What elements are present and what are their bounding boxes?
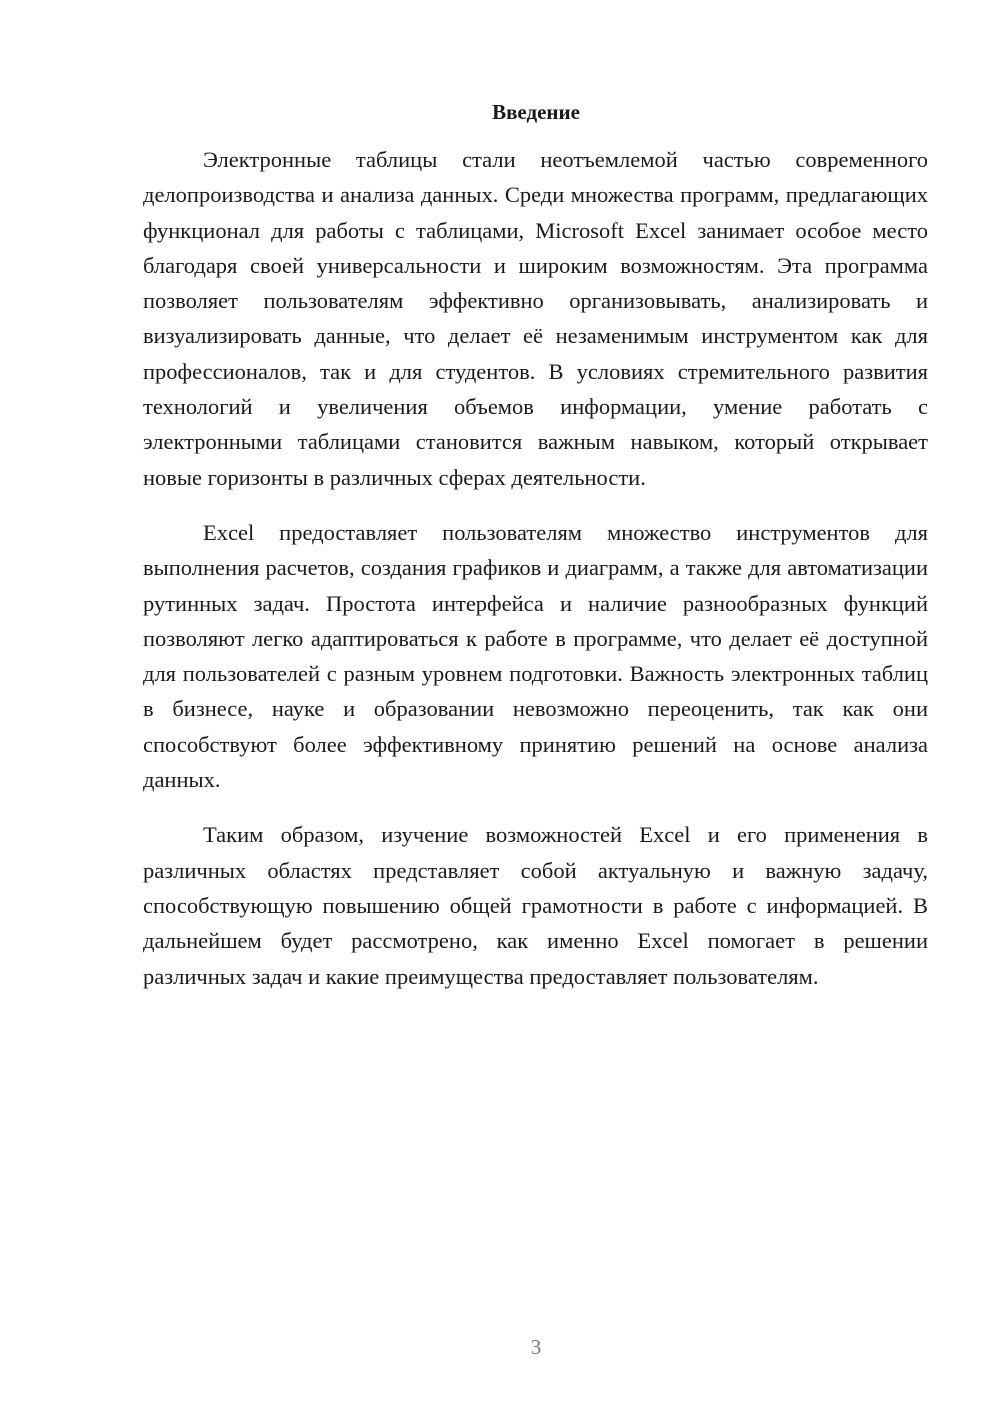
section-heading: Введение bbox=[492, 100, 580, 124]
body-text bbox=[143, 142, 928, 1014]
paragraph-3: Таким образом, изучение возможностей Excel и его применения в различных областях представляет собой актуальную и важную задачу, способствующую повышению общей грамотности в работе с информацией. В дальнейшем будет рассмотрено, как именно Excel помогает в решении различных задач и какие преимущества предоставляет пользователям. bbox=[143, 822, 928, 989]
paragraph-1: Электронные таблицы стали неотъемлемой частью современного делопроизводства и анализа данных. Среди множества программ, предлагающих функционал для работы с таблицами, Microsoft Excel занимает особое место благодаря своей универсальности и широким возможностям. Эта программа позволяет пользователям эффективно организовывать, анализировать и визуализировать данные, что делает её незаменимым инструментом как для профессионалов, так и для студентов. В условиях стремительного развития технологий и увеличения объемов информации, умение работать с электронными таблицами становится важным навыком, который открывает новые горизонты в различных сферах деятельности. bbox=[143, 147, 928, 490]
paragraph-2: Excel предоставляет пользователям множество инструментов для выполнения расчетов, создания графиков и диаграмм, а также для автоматизации рутинных задач. Простота интерфейса и наличие разнообразных функций позволяют легко адаптироваться к работе в программе, что делает её доступной для пользователей с разным уровнем подготовки. Важность электронных таблиц в бизнесе, науке и образовании невозможно переоценить, так как они способствуют более эффективному принятию решений на основе анализа данных. bbox=[143, 519, 928, 793]
page-number: 3 bbox=[530, 1335, 542, 1359]
